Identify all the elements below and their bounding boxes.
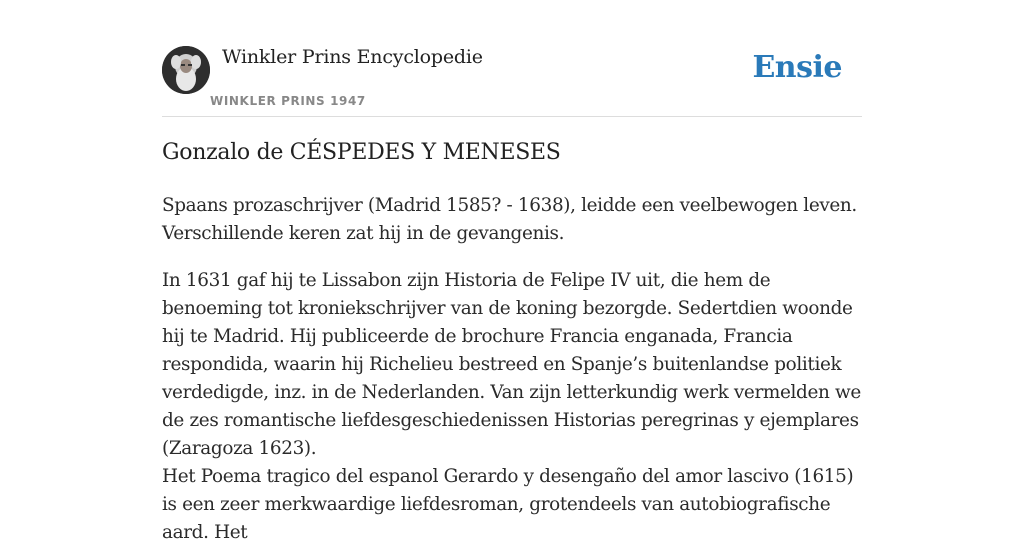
site-title[interactable]: Winkler Prins Encyclopedie <box>222 46 483 68</box>
article-paragraph: In 1631 gaf hij te Lissabon zijn Historia de Felipe IV uit, die hem de benoeming tot kroniekschrijver van de koning bezorgde. Sedertdien woonde hij te Madrid. Hij publiceerde de brochure Francia enganada, Francia respondida, waarin hij Richelieu bestreed en Spanje’s buitenlandse politiek verdedigde, inz. in de Nederlanden. Van zijn letterkundig werk vermelden we de zes romantische liefdesgeschiedenissen Historias peregrinas y ejemplares (Zaragoza 1623). <box>162 270 861 459</box>
page-content <box>162 0 862 543</box>
page-header <box>162 0 862 117</box>
avatar[interactable] <box>162 46 210 94</box>
brand-logo[interactable]: Ensie <box>752 50 842 85</box>
portrait-avatar-icon <box>162 46 210 94</box>
edition-label[interactable]: WINKLER PRINS 1947 <box>210 94 366 108</box>
article-paragraph: Spaans prozaschrijver (Madrid 1585? - 1638), leidde een veelbewogen leven. Verschillende keren zat hij in de gevangenis. <box>162 195 857 244</box>
article-paragraph: Het Poema tragico del espanol Gerardo y desengaño del amor lascivo (1615) is een zeer merkwaardige liefdesroman, grotendeels van autobiografische aard. Het <box>162 466 854 543</box>
article-title: Gonzalo de CÉSPEDES Y MENESES <box>162 140 561 165</box>
